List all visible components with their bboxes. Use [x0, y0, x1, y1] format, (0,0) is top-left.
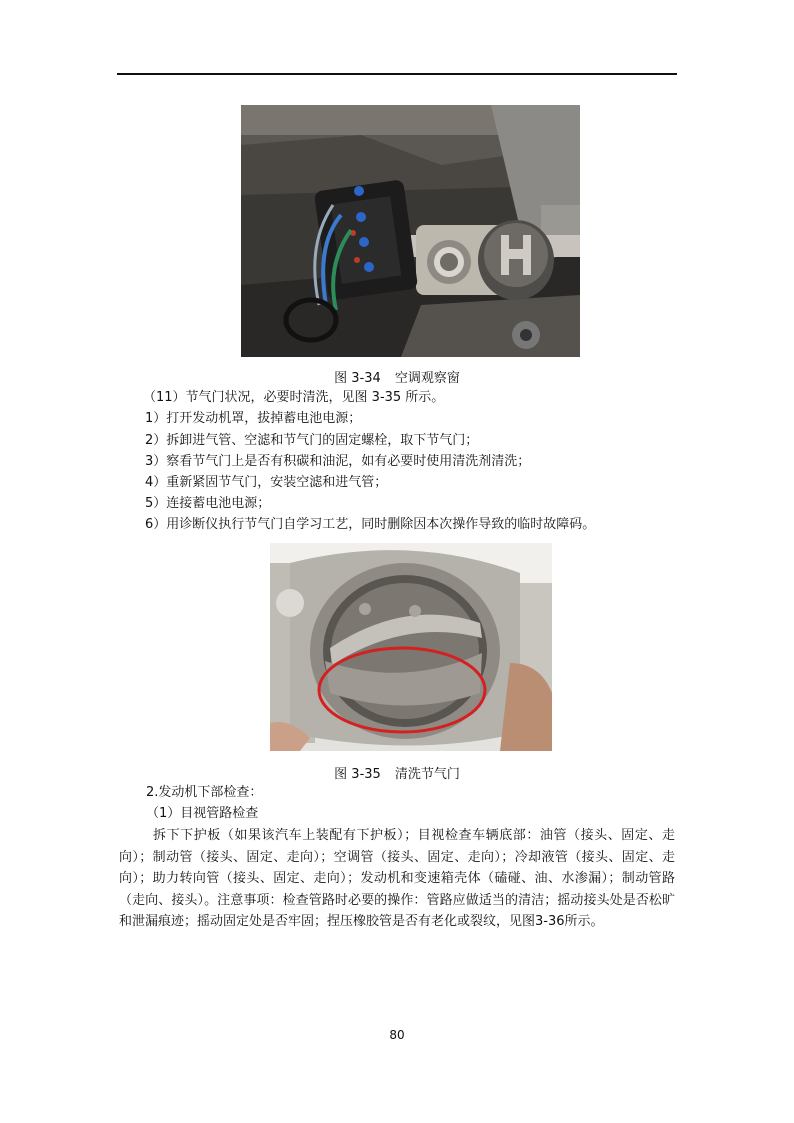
caption-text: 空调观察窗	[394, 371, 460, 386]
section-2-subtitle: （1）目视管路检查	[146, 806, 259, 821]
header-rule	[117, 73, 677, 75]
throttle-body-photo	[270, 543, 552, 751]
step-2: 2）拆卸进气管、空滤和节气门的固定螺栓，取下节气门；	[145, 433, 479, 448]
section-11-title: （11）节气门状况，必要时清洗，见图 3-35 所示。	[143, 390, 445, 405]
caption-number: 图 3-35	[334, 767, 381, 782]
ac-sight-glass-photo	[241, 105, 580, 357]
page-number: 80	[389, 1028, 405, 1042]
inspection-paragraph	[119, 825, 675, 933]
step-6: 6）用诊断仪执行节气门自学习工艺，同时删除因本次操作导致的临时故障码。	[145, 517, 596, 532]
photo-illustration	[241, 105, 580, 357]
paragraph-text: 拆下下护板（如果该汽车上装配有下护板）；目视检查车辆底部：油管（接头、固定、走向）；制动管（接头、固定、走向）；空调管（接头、固定、走向）；冷却液管（接头、固定、走向）；助力转向管（接头、固定、走向）；发动机和变速箱壳体（磕碰、油、水渗漏）；制动管路（走向、接头）。注意事项：检查管路时必要的操作：管路应做适当的清洁；摇动接头处是否松旷和泄漏痕迹；摇动固定处是否牢固；捏压橡胶管是否有老化或裂纹，见图3-36所示。	[119, 828, 675, 929]
step-4: 4）重新紧固节气门，安装空滤和进气管；	[145, 475, 388, 490]
step-3: 3）察看节气门上是否有积碳和油泥，如有必要时使用清洗剂清洗；	[145, 454, 531, 469]
step-5: 5）连接蓄电池电源；	[145, 496, 271, 511]
section-2-title: 2.发动机下部检查：	[146, 785, 263, 800]
caption-number: 图 3-34	[334, 371, 381, 386]
photo-illustration	[270, 543, 552, 751]
figure-3-34-caption	[0, 371, 794, 387]
step-1: 1）打开发动机罩，拔掉蓄电池电源；	[145, 411, 362, 426]
caption-text: 清洗节气门	[394, 767, 460, 782]
figure-3-35-caption	[0, 767, 794, 783]
